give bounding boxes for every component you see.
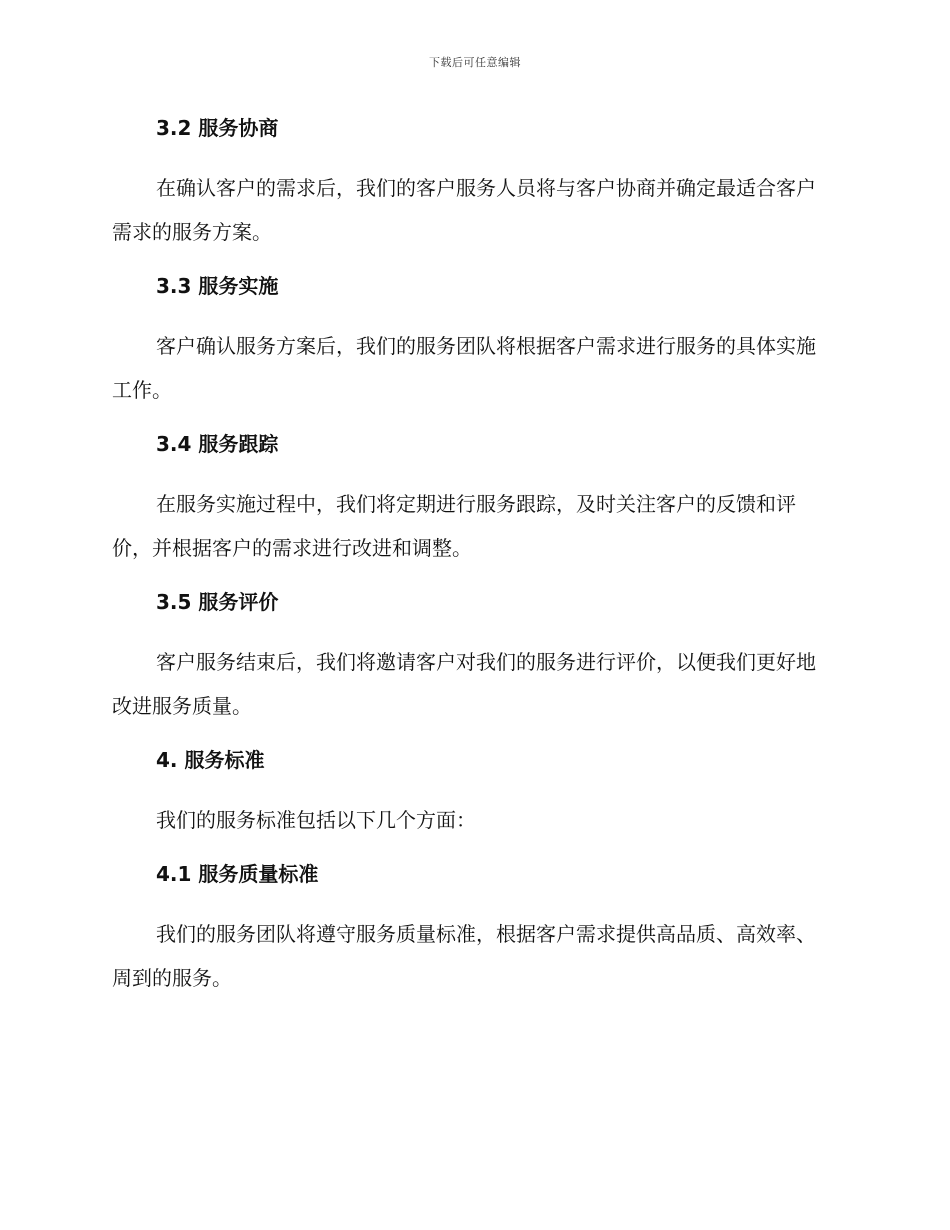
section-paragraph: 我们的服务标准包括以下几个方面： [156, 808, 476, 832]
section-heading: 4. 服务标准 [156, 748, 265, 772]
section-paragraph: 在确认客户的需求后，我们的客户服务人员将与客户协商并确定最适合客户需求的服务方案。 [112, 176, 816, 244]
section-paragraph: 客户确认服务方案后，我们的服务团队将根据客户需求进行服务的具体实施工作。 [112, 334, 816, 402]
section-paragraph: 我们的服务团队将遵守服务质量标准，根据客户需求提供高品质、高效率、周到的服务。 [112, 922, 816, 990]
document-body [112, 112, 832, 1000]
section-paragraph: 在服务实施过程中，我们将定期进行服务跟踪，及时关注客户的反馈和评价，并根据客户的需求进行改进和调整。 [112, 492, 796, 560]
section-heading: 4.1 服务质量标准 [156, 862, 319, 886]
section-heading: 3.5 服务评价 [156, 590, 279, 614]
section-heading: 3.3 服务实施 [156, 274, 279, 298]
section-paragraph: 客户服务结束后，我们将邀请客户对我们的服务进行评价，以便我们更好地改进服务质量。 [112, 650, 816, 718]
section-heading: 3.4 服务跟踪 [156, 432, 279, 456]
header-note: 下载后可任意编辑 [429, 56, 521, 69]
section-heading: 3.2 服务协商 [156, 116, 279, 140]
